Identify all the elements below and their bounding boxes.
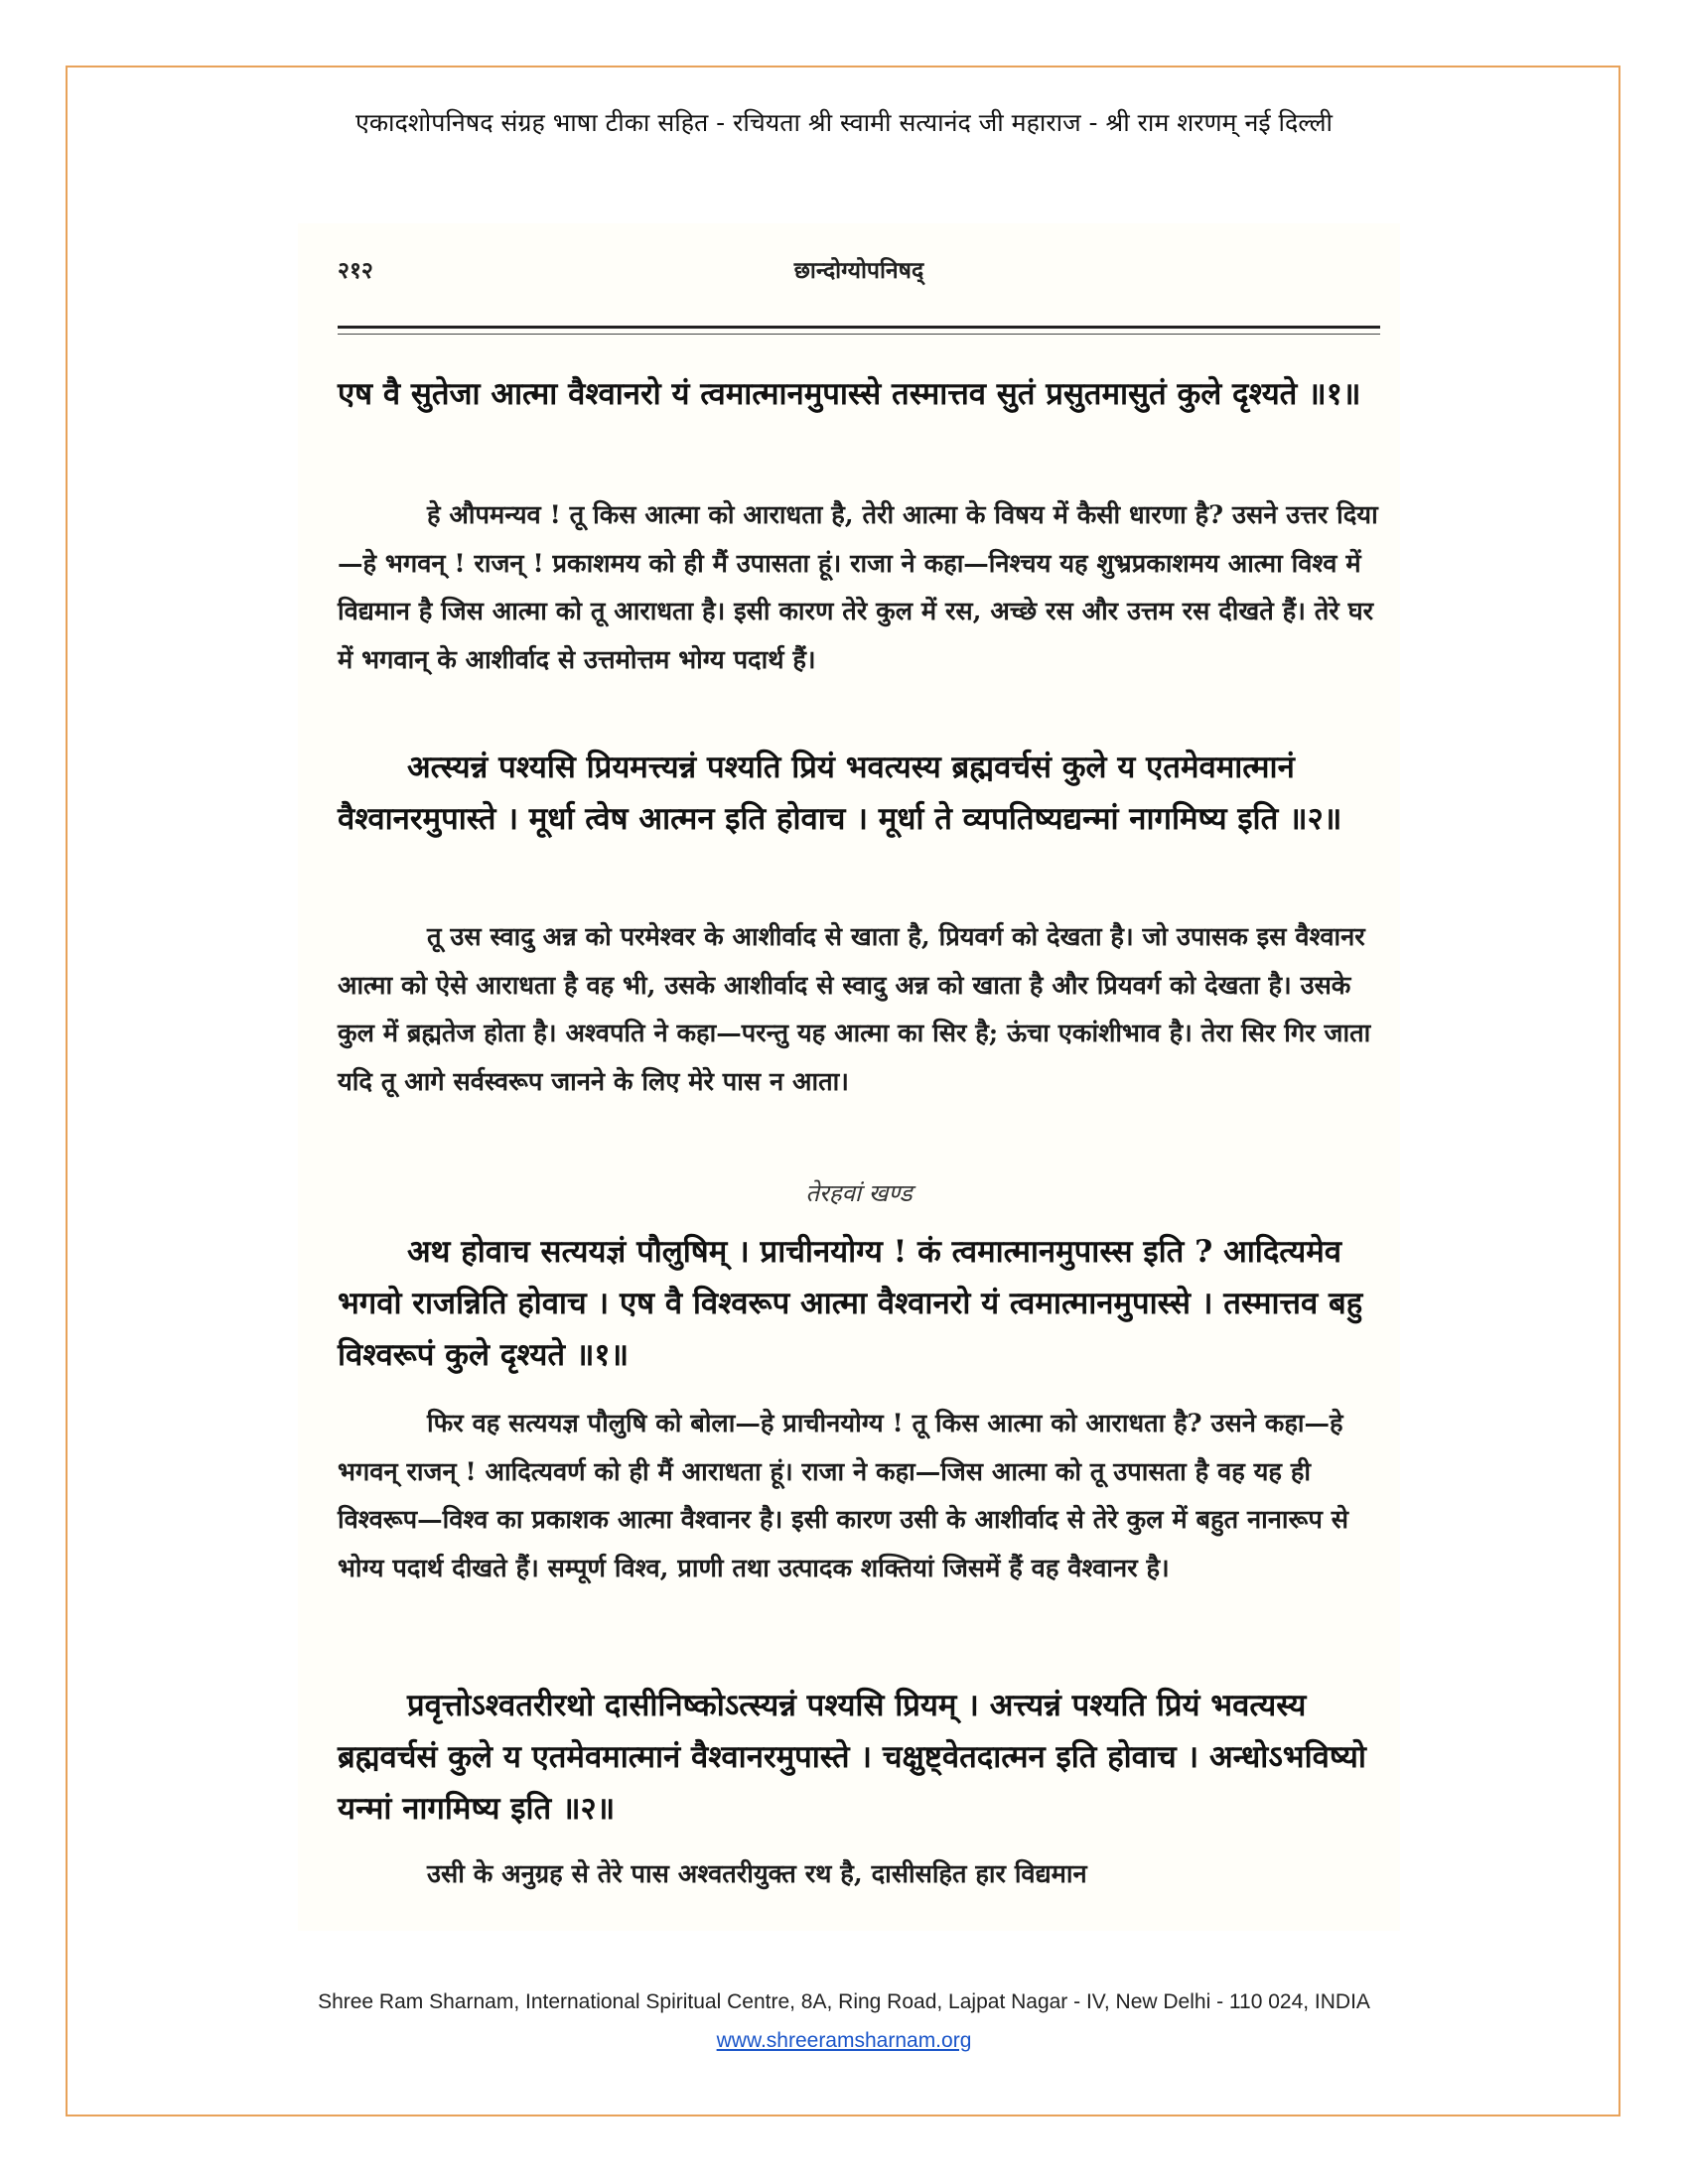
section-heading: तेरहवां खण्ड <box>805 1179 913 1207</box>
scanned-page <box>298 223 1400 1931</box>
website-link[interactable]: www.shreeramsharnam.org <box>716 2029 972 2052</box>
verse-3: अथ होवाच सत्ययज्ञं पौलुषिम् । प्राचीनयोग्य ! कं त्वमात्मानमुपास्स इति ? आदित्यमेव भगवो राजन्निति होवाच । एष वै विश्वरूप आत्मा वैश्वानरो यं त्वमात्मानमुपास्से । तस्मात्तव बहु विश्वरूपं कुले दृश्यते ॥१॥ <box>338 1234 1363 1373</box>
verse-4: प्रवृत्तोऽश्वतरीरथो दासीनिष्कोऽत्स्यन्नं पश्यसि प्रियम् । अत्त्यन्नं पश्यति प्रियं भवत्यस्य ब्रह्मवर्चसं कुले य एतमेवमात्मानं वैश्वानरमुपास्ते । चक्षुष्ट्वेतदात्मन इति होवाच । अन्धोऽभविष्यो यन्मां नागमिष्य इति ॥२॥ <box>338 1688 1366 1827</box>
document-header: एकादशोपनिषद संग्रह भाषा टीका सहित - रचियता श्री स्वामी सत्यानंद जी महाराज - श्री राम शरणम् नई दिल्ली <box>355 108 1333 137</box>
header-rule <box>338 326 1380 329</box>
footer-address: Shree Ram Sharnam, International Spiritual Centre, 8A, Ring Road, Lajpat Nagar - IV, New Delhi - 110 024, INDIA <box>318 1990 1370 2013</box>
verse-2: अत्स्यन्नं पश्यसि प्रियमत्त्यन्नं पश्यति प्रियं भवत्यस्य ब्रह्मवर्चसं कुले य एतमेवमात्मानं वैश्वानरमुपास्ते । मूर्धा त्वेष आत्मन इति होवाच । मूर्धा ते व्यपतिष्यद्यन्मां नागमिष्य इति ॥२॥ <box>338 750 1342 837</box>
commentary-1: हे औपमन्यव ! तू किस आत्मा को आराधता है, तेरी आत्मा के विषय में कैसी धारणा है? उसने उत्तर दिया—हे भगवन् ! राजन् ! प्रकाशमय को ही मैं उपासता हूं। राजा ने कहा—निश्चय यह शुभ्रप्रकाशमय आत्मा विश्व में विद्यमान है जिस आत्मा को तू आराधता है। इसी कारण तेरे कुल में रस, अच्छे रस और उत्तम रस दीखते हैं। तेरे घर में भगवान् के आशीर्वाद से उत्तमोत्तम भोग्य पदार्थ हैं। <box>338 500 1378 675</box>
scan-page-header <box>338 253 1380 293</box>
commentary-4: उसी के अनुग्रह से तेरे पास अश्वतरीयुक्त रथ है, दासीसहित हार विद्यमान <box>427 1859 1087 1889</box>
commentary-3: फिर वह सत्ययज्ञ पौलुषि को बोला—हे प्राचीनयोग्य ! तू किस आत्मा को आराधता है? उसने कहा—हे भगवन् राजन् ! आदित्यवर्ण को ही मैं आराधता हूं। राजा ने कहा—जिस आत्मा को तू उपासता है वह यह ही विश्वरूप—विश्व का प्रकाशक आत्मा वैश्वानर है। इसी कारण उसी के आशीर्वाद से तेरे कुल में बहुत नानारूप से भोग्य पदार्थ दीखते हैं। सम्पूर्ण विश्व, प्राणी तथा उत्पादक शक्तियां जिसमें हैं वह वैश्वानर है। <box>338 1409 1348 1583</box>
header-rule-thin <box>338 334 1380 335</box>
verse-1: एष वै सुतेजा आत्मा वैश्वानरो यं त्वमात्मानमुपास्से तस्मात्तव सुतं प्रसुतमासुतं कुले दृश्यते ॥१॥ <box>338 376 1361 412</box>
running-title: छान्दोग्योपनिषद् <box>793 257 924 284</box>
commentary-2: तू उस स्वादु अन्न को परमेश्वर के आशीर्वाद से खाता है, प्रियवर्ग को देखता है। जो उपासक इस वैश्वानर आत्मा को ऐसे आराधता है वह भी, उसके आशीर्वाद से स्वादु अन्न को खाता है और प्रियवर्ग को देखता है। उसके कुल में ब्रह्मतेज होता है। अश्वपति ने कहा—परन्तु यह आत्मा का सिर है; ऊंचा एकांशीभाव है। तेरा सिर गिर जाता यदि तू आगे सर्वस्वरूप जानने के लिए मेरे पास न आता। <box>338 922 1371 1097</box>
page-number: २१२ <box>338 257 373 284</box>
